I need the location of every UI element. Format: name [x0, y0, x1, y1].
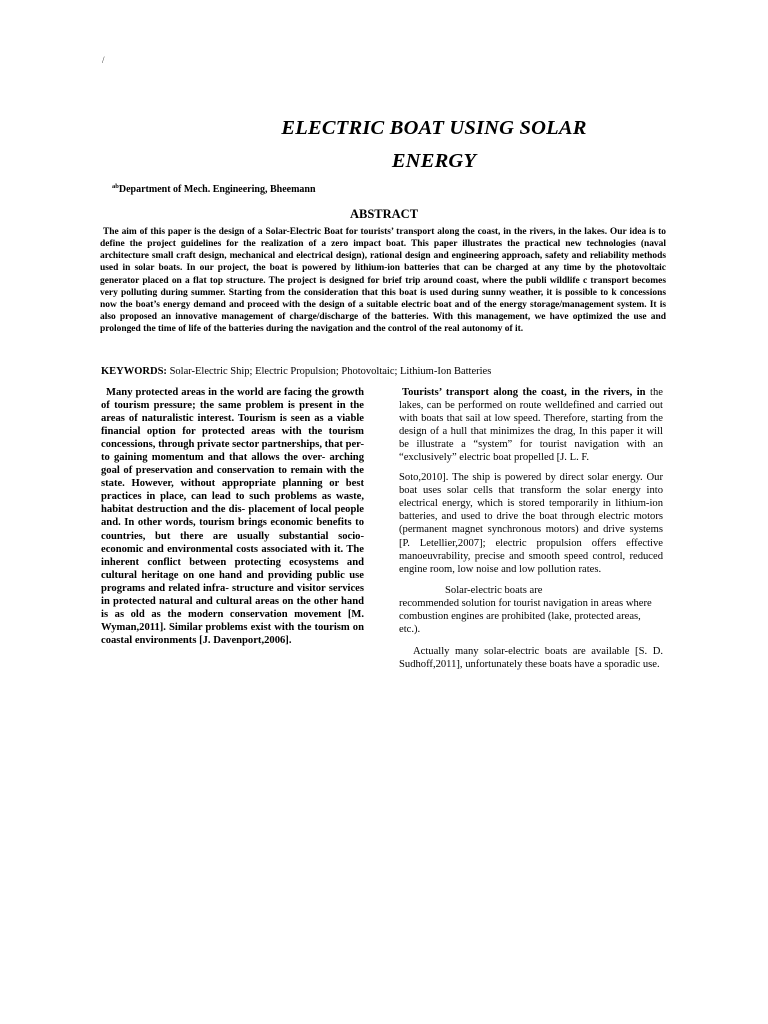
keywords-line: [101, 366, 491, 377]
right-paragraph-3: [399, 584, 663, 636]
keywords-text: Solar-Electric Ship; Electric Propulsion; Photovoltaic; Lithium-Ion Batteries: [169, 366, 492, 377]
right-paragraph-1: [399, 386, 663, 464]
left-column-text: Many protected areas in the world are facing the growth of tourism pressure; the same problem is present in the areas of naturalistic interest. Tourism is seen as a viable financial option for protected areas with the tourism concessions, through private sector partnerships, that per- to gaining momentum and that allows the over- arching goal of preservation and conservation to remain with the state. However, without appropriate planning or best practices in place, can lead to such problems as waste, habitat destruction and the dis- placement of local people and. In other words, tourism brings economic benefits to countries, but there are usually substantial socio-economic and environmental costs associated with it. The inherent conflict between protecting ecosystems and cultural heritage on one hand and providing public use programs and related infra- structure and visitor services in protected natural and cultural areas on the other hand is as old as the modern conservation movement [M. Wyman,2011]. Similar problems exist with the tourism on coastal environments [J. Davenport,2006].: [101, 387, 364, 646]
abstract-heading: ABSTRACT: [349, 207, 419, 221]
right-paragraph-4: Actually many solar-electric boats are available [S. D. Sudhoff,2011], unfortunately these boats have a sporadic use.: [399, 645, 663, 670]
corner-mark: /: [102, 55, 105, 65]
affiliation-superscript: ab: [112, 183, 119, 190]
affiliation-text: Department of Mech. Engineering, Bheemann: [118, 184, 316, 195]
right-paragraph-1-lead: Tourists’ transport along the coast, in the rivers, in: [402, 387, 646, 398]
right-paragraph-1-rest: the lakes, can be performed on route welldefined and carried out with boats that sail at low speed. Therefore, starting from the design of a hull that minimizes the drag, In this paper it will be illustrate a “system” for tourist navigation with an “exclusively” electric boat propelled [J. L. F.: [399, 387, 663, 464]
title-line-2: ENERGY: [391, 150, 477, 172]
paper-title: [150, 112, 718, 178]
abstract-body: The aim of this paper is the design of a Solar-Electric Boat for tourists’ transport along the coast, in the rivers, in the lakes. Our idea is to define the project guidelines for the realization of a zero impact boat. This paper illustrates the practical new technologies (naval architecture small craft design, mechanical and electrical design), rational design and engineering approach, safety and reliability methods used in solar boats. In our project, the boat is powered by lithium-ion batteries that can be charged at any time by the photovoltaic generator placed on a flat top structure. The project is designed for brief trip around coast, where the publi wildlife c transport becomes very polluting during summer. Starting from the consideration that this boat is used during sunny weather, it is possible to k concessions now the boat’s energy demand and proceed with the design of a suitable electric boat and of the energy storage/management system. It is also proposed an innovative management of charge/discharge of the batteries. With this management, we have optimized the use and prolonged the time of life of the batteries during the navigation and the control of the real autonomy of it.: [100, 227, 666, 335]
right-paragraph-2: Soto,2010]. The ship is powered by direct solar energy. Our boat uses solar cells that transform the solar energy into electrical energy, which is stored temporarily in lithium-ion batteries, and used to drive the boat through electric motors (permanent magnet synchronous motors) and drive systems [P. Letellier,2007]; electric propulsion offers effective manoeuvrability, precise and smooth speed control, reduced engine room, low noise and low pollution rates.: [399, 472, 663, 575]
keywords-label: KEYWORDS:: [101, 366, 167, 377]
right-column: [399, 386, 663, 671]
right-paragraph-3-first-line: Solar-electric boats are: [445, 584, 543, 596]
title-line-1: ELECTRIC BOAT USING SOLAR: [281, 117, 587, 139]
right-paragraph-3-rest: recommended solution for tourist navigation in areas where combustion engines are prohibited (lake, protected areas, etc.).: [399, 597, 652, 635]
affiliation: [112, 183, 316, 195]
